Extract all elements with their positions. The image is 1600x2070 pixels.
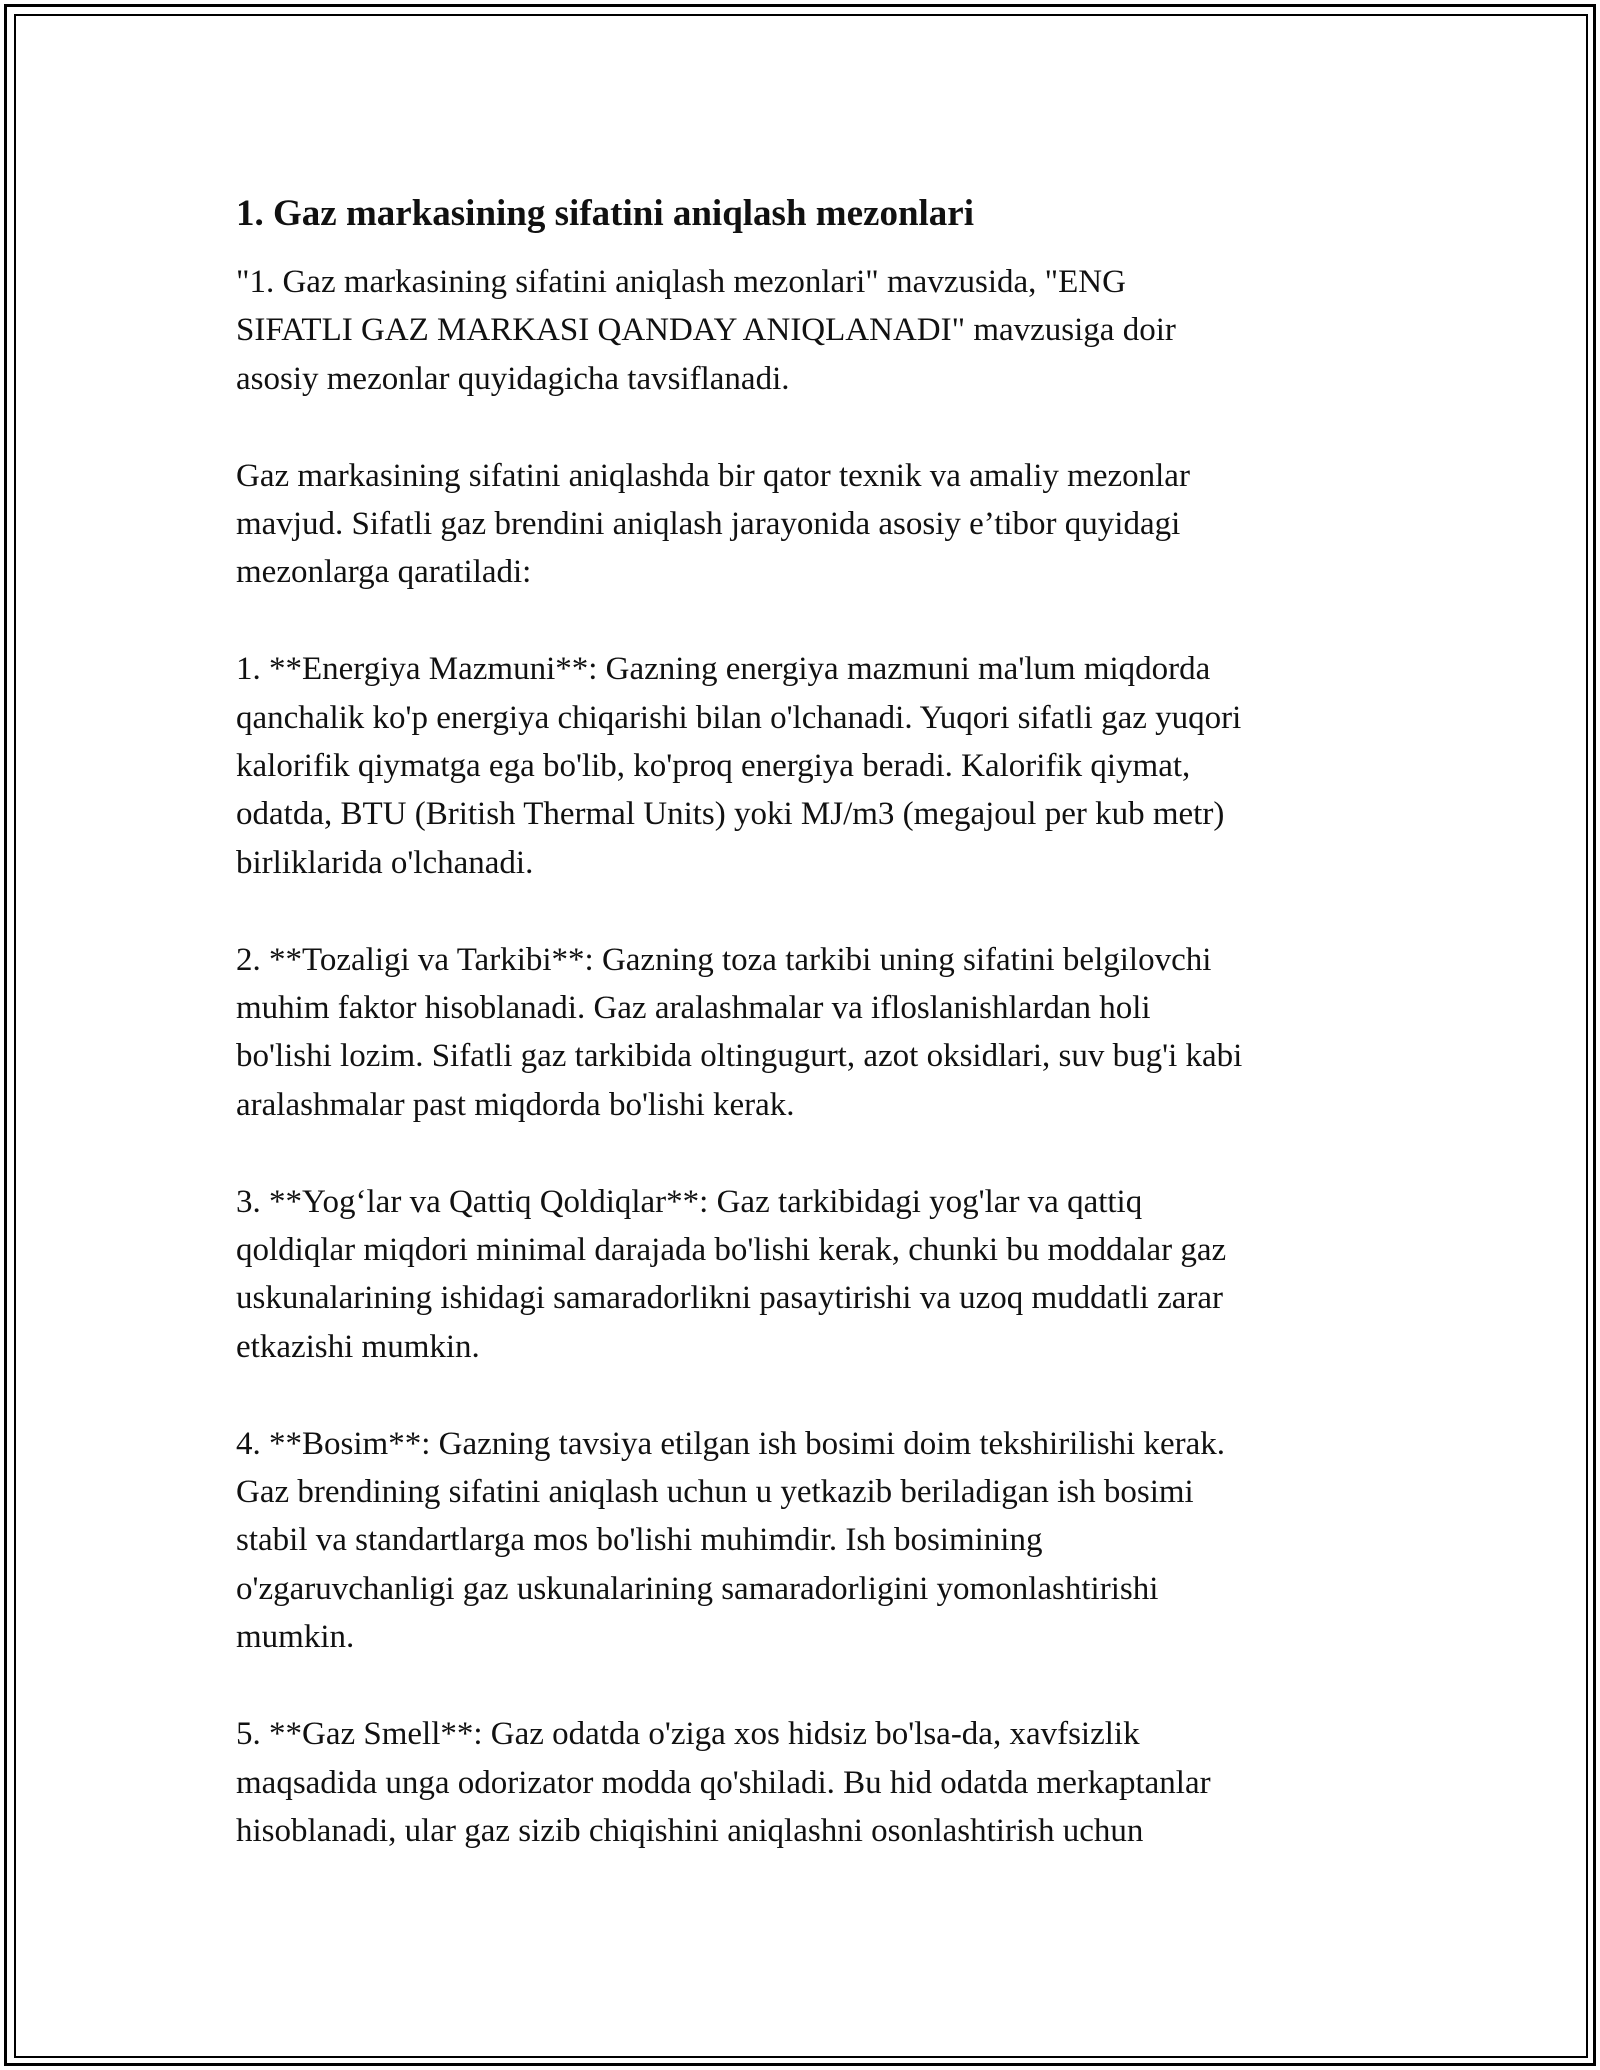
criterion-purity-paragraph: 2. **Tozaligi va Tarkibi**: Gazning toza tarkibi uning sifatini belgilovchi muhim faktor hisoblanadi. Gaz aralashmalar va ifloslanishlardan holi bo'lishi lozim. Sifatli gaz tarkibida oltingugurt, azot oksidlari, suv bug'i kabi aralashmalar past miqdorda bo'lishi kerak. <box>236 941 1243 1123</box>
criterion-oils-residues-paragraph: 3. **Yog‘lar va Qattiq Qoldiqlar**: Gaz tarkibidagi yog'lar va qattiq qoldiqlar miqdori minimal darajada bo'lishi kerak, chunki bu moddalar gaz uskunalarining ishidagi samaradorlikni pasaytirishi va uzoq muddatli zarar etkazishi mumkin. <box>236 1183 1227 1365</box>
criterion-pressure-paragraph: 4. **Bosim**: Gazning tavsiya etilgan ish bosimi doim tekshirilishi kerak. Gaz brendining sifatini aniqlash uchun u yetkazib beriladigan ish bosimi stabil va standartlarga mos bo'lishi muhimdir. Ish bosimining o'zgaruvchanligi gaz uskunalarining samaradorligini yomonlashtirishi mumkin. <box>236 1425 1225 1656</box>
page-title: 1. Gaz markasining sifatini aniqlash mezonlari <box>236 193 975 234</box>
document-body <box>236 190 1376 1855</box>
intro-paragraph: "1. Gaz markasining sifatini aniqlash mezonlari" mavzusida, "ENG SIFATLI GAZ MARKASI QANDAY ANIQLANADI" mavzusiga doir asosiy mezonlar quyidagicha tavsiflanadi. <box>236 264 1176 397</box>
criteria-intro-paragraph: Gaz markasining sifatini aniqlashda bir qator texnik va amaliy mezonlar mavjud. Sifatli gaz brendini aniqlash jarayonida asosiy e’tibor quyidagi mezonlarga qaratiladi: <box>236 457 1190 591</box>
criterion-energy-paragraph: 1. **Energiya Mazmuni**: Gazning energiya mazmuni ma'lum miqdorda qanchalik ko'p energiya chiqarishi bilan o'lchanadi. Yuqori sifatli gaz yuqori kalorifik qiymatga ega bo'lib, ko'proq energiya beradi. Kalorifik qiymat, odatda, BTU (British Thermal Units) yoki MJ/m3 (megajoul per kub metr) birliklarida o'lchanadi. <box>236 651 1242 881</box>
criterion-smell-paragraph: 5. **Gaz Smell**: Gaz odatda o'ziga xos hidsiz bo'lsa-da, xavfsizlik maqsadida unga odorizator modda qo'shiladi. Bu hid odatda merkaptanlar hisoblanadi, ular gaz sizib chiqishini aniqlashni osonlashtirish uchun <box>236 1716 1211 1849</box>
